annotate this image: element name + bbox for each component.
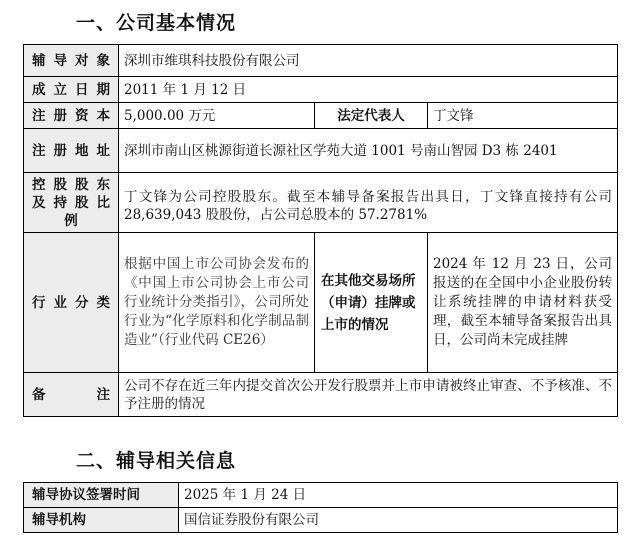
label-other-listing: 在其他交易场所（申请）挂牌或上市的情况 — [315, 233, 428, 373]
guidance-info-table — [23, 482, 618, 533]
value-target: 深圳市维琪科技股份有限公司 — [119, 45, 618, 77]
label-institution: 辅导机构 — [24, 508, 179, 533]
row-address — [24, 129, 618, 173]
row-target — [24, 45, 618, 77]
label-industry: 行业分类 — [24, 233, 119, 373]
row-institution — [24, 508, 618, 533]
row-founded — [24, 77, 618, 103]
value-agreement-date: 2025 年 1 月 24 日 — [179, 483, 618, 508]
row-capital — [24, 103, 618, 129]
value-capital: 5,000.00 万元 — [119, 103, 315, 129]
label-address: 注册地址 — [24, 129, 119, 173]
row-holders — [24, 173, 618, 233]
value-address: 深圳市南山区桃源街道长源社区学苑大道 1001 号南山智园 D3 栋 2401 — [119, 129, 618, 173]
company-info-table — [23, 44, 618, 417]
value-other-listing: 2024 年 12 月 23 日，公司报送的在全国中小企业股份转让系统挂牌的申请材料获受理，截至本辅导备案报告出具日，公司尚未完成挂牌 — [428, 233, 618, 373]
value-industry: 根据中国上市公司协会发布的《中国上市公司协会上市公司行业统计分类指引》，公司所处行业为“化学原料和化学制品制造业”（行业代码 CE26） — [119, 233, 315, 373]
label-agreement-date: 辅导协议签署时间 — [24, 483, 179, 508]
label-capital: 注册资本 — [24, 103, 119, 129]
label-target: 辅导对象 — [24, 45, 119, 77]
row-remarks — [24, 373, 618, 417]
label-legal-rep: 法定代表人 — [315, 103, 428, 129]
row-agreement-date — [24, 483, 618, 508]
label-holders-line2: 及持股比 — [32, 194, 110, 211]
label-founded: 成立日期 — [24, 77, 119, 103]
label-holders-line3: 例 — [64, 212, 78, 229]
row-industry — [24, 233, 618, 373]
value-institution: 国信证券股份有限公司 — [179, 508, 618, 533]
label-remarks: 备 注 — [24, 373, 119, 417]
label-holders-line1: 控股股东 — [32, 176, 110, 193]
value-holders: 丁文锋为公司控股股东。截至本辅导备案报告出具日，丁文锋直接持有公司 28,639,043 股股份，占公司总股本的 57.2781% — [119, 173, 618, 233]
value-founded: 2011 年 1 月 12 日 — [119, 77, 618, 103]
section-title-company-info: 一、公司基本情况 — [76, 12, 237, 34]
label-holders — [24, 173, 119, 233]
value-legal-rep: 丁文锋 — [428, 103, 618, 129]
section-title-guidance-info: 二、辅导相关信息 — [76, 450, 237, 472]
value-remarks: 公司不存在近三年内提交首次公开发行股票并上市申请被终止审查、不予核准、不予注册的情况 — [119, 373, 618, 417]
